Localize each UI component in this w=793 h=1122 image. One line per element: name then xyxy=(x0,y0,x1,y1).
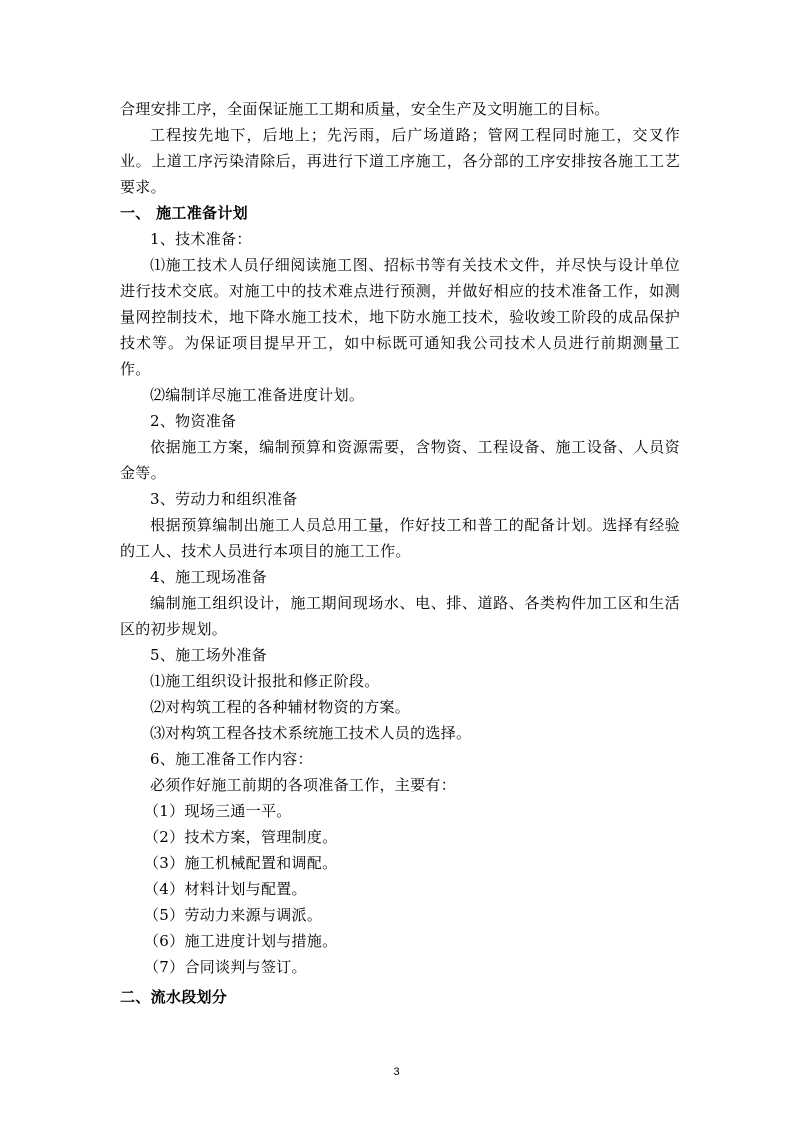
page-number: 3 xyxy=(393,1066,400,1078)
site-prep-text: 编制施工组织设计，施工期间现场水、电、排、道路、各类构件加工区和生活区的初步规划。 xyxy=(120,594,680,638)
offsite-prep-item-3: ⑶对构筑工程各技术系统施工技术人员的选择。 xyxy=(150,724,472,742)
material-prep-title: 2、物资准备 xyxy=(150,412,237,430)
intro-paragraph-2: 工程按先地下，后地上；先污雨，后广场道路；管网工程同时施工，交叉作业。上道工序污染清除后，再进行下道工序施工，各分部的工序安排按各施工工艺要求。 xyxy=(120,126,680,196)
tech-prep-title: 1、技术准备： xyxy=(150,230,252,248)
work-prep-item-6: （6）施工进度计划与措施。 xyxy=(144,932,338,950)
work-prep-item-4: （4）材料计划与配置。 xyxy=(144,880,307,898)
offsite-prep-item-1: ⑴施工组织设计报批和修正阶段。 xyxy=(150,672,380,690)
work-prep-item-3: （3）施工机械配置和调配。 xyxy=(144,854,338,872)
work-prep-item-1: （1）现场三通一平。 xyxy=(144,802,292,820)
work-prep-title: 6、施工准备工作内容： xyxy=(150,750,313,768)
work-prep-item-5: （5）劳动力来源与调派。 xyxy=(144,906,323,924)
offsite-prep-title: 5、施工场外准备 xyxy=(150,646,267,664)
tech-prep-item-2: ⑵编制详尽施工准备进度计划。 xyxy=(150,386,365,404)
work-prep-item-2: （2）技术方案，管理制度。 xyxy=(144,828,338,846)
work-prep-intro: 必须作好施工前期的各项准备工作，主要有： xyxy=(150,776,457,794)
labor-prep-text: 根据预算编制出施工人员总用工量，作好技工和普工的配备计划。选择有经验的工人、技术人员进行本项目的施工工作。 xyxy=(120,516,680,560)
material-prep-text: 依据施工方案，编制预算和资源需要，含物资、工程设备、施工设备、人员资金等。 xyxy=(120,438,680,482)
offsite-prep-item-2: ⑵对构筑工程的各种辅材物资的方案。 xyxy=(150,698,411,716)
page-content xyxy=(120,96,680,1010)
site-prep-title: 4、施工现场准备 xyxy=(150,568,267,586)
labor-prep-title: 3、劳动力和组织准备 xyxy=(150,490,298,508)
section-2-heading: 二、流水段划分 xyxy=(120,988,228,1006)
section-1-heading: 一、 施工准备计划 xyxy=(120,204,248,222)
intro-paragraph-1: 合理安排工序，全面保证施工工期和质量，安全生产及文明施工的目标。 xyxy=(120,100,610,118)
work-prep-item-7: （7）合同谈判与签订。 xyxy=(144,958,307,976)
tech-prep-item-1: ⑴施工技术人员仔细阅读施工图、招标书等有关技术文件，并尽快与设计单位进行技术交底。对施工中的技术难点进行预测，并做好相应的技术准备工作，如测量网控制技术，地下降水施工技术，地下防水施工技术，验收竣工阶段的成品保护技术等。为保证项目提早开工，如中标既可通知我公司技术人员进行前期测量工作。 xyxy=(120,256,680,378)
